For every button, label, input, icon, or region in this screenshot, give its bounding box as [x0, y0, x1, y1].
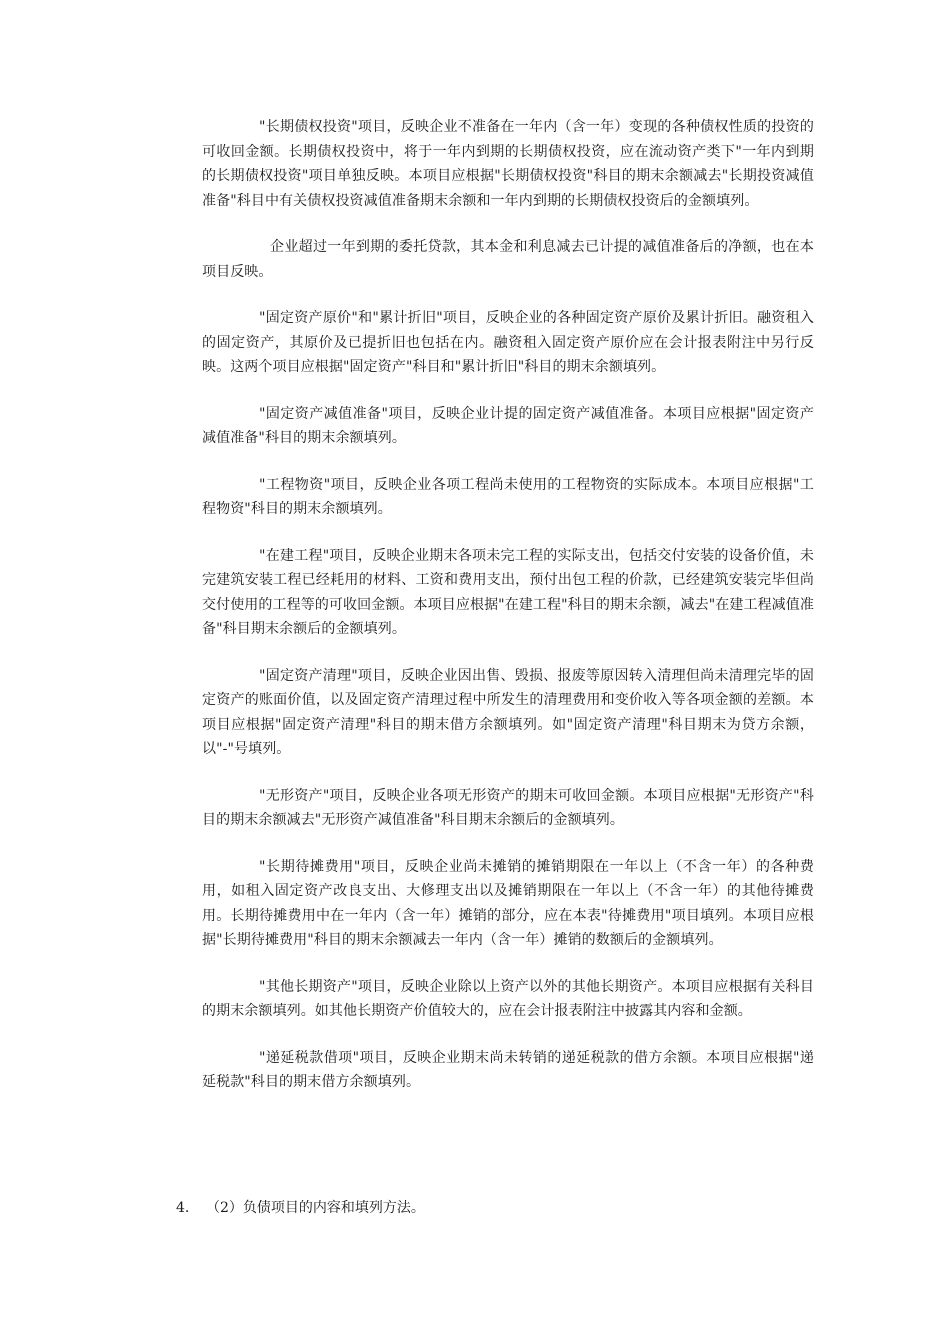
paragraph-deferred-tax-debit: "递延税款借项"项目，反映企业期末尚未转销的递延税款的借方余额。本项目应根据"递延税款"科目的期末借方余额填列。	[202, 1049, 814, 1090]
paragraph-long-term-bond-investment: "长期债权投资"项目，反映企业不准备在一年内（含一年）变现的各种债权性质的投资的可收回金额。长期债权投资中，将于一年内到期的长期债权投资，应在流动资产类下"一年内到期的长期债权投资"项目单独反映。本项目应根据"长期债权投资"科目的期末余额减去"长期投资减值准备"科目中有关债权投资减值准备期末余额和一年内到期的长期债权投资后的金额填列。	[202, 119, 814, 209]
list-item-text: （2）负债项目的内容和填列方法。	[206, 1200, 425, 1216]
paragraph-entrusted-loans: 企业超过一年到期的委托贷款，其本金和利息减去已计提的减值准备后的净额，也在本项目反映。	[202, 239, 814, 280]
list-item-liabilities	[176, 1196, 425, 1220]
paragraph-long-term-deferred-expenses: "长期待摊费用"项目，反映企业尚未摊销的摊销期限在一年以上（不含一年）的各种费用，如租入固定资产改良支出、大修理支出以及摊销期限在一年以上（不含一年）的其他待摊费用。长期待摊费用中在一年内（含一年）摊销的部分，应在本表"待摊费用"项目填列。本项目应根据"长期待摊费用"科目的期末余额减去一年内（含一年）摊销的数额后的金额填列。	[202, 858, 814, 948]
paragraph-engineering-materials: "工程物资"项目，反映企业各项工程尚未使用的工程物资的实际成本。本项目应根据"工程物资"科目的期末余额填列。	[202, 476, 814, 517]
paragraph-fixed-asset-cost: "固定资产原价"和"累计折旧"项目，反映企业的各种固定资产原价及累计折旧。融资租入的固定资产，其原价及已提折旧也包括在内。融资租入固定资产原价应在会计报表附注中另行反映。这两个项目应根据"固定资产"科目和"累计折旧"科目的期末余额填列。	[202, 310, 814, 375]
document-body	[202, 115, 814, 1117]
paragraph-fixed-asset-impairment: "固定资产减值准备"项目，反映企业计提的固定资产减值准备。本项目应根据"固定资产减值准备"科目的期末余额填列。	[202, 405, 814, 446]
paragraph-construction-in-progress: "在建工程"项目，反映企业期末各项未完工程的实际支出，包括交付安装的设备价值，未完建筑安装工程已经耗用的材料、工资和费用支出，预付出包工程的价款，已经建筑安装完毕但尚交付使用的工程等的可收回金额。本项目应根据"在建工程"科目的期末余额，减去"在建工程减值准备"科目期末余额后的金额填列。	[202, 547, 814, 637]
paragraph-intangible-assets: "无形资产"项目，反映企业各项无形资产的期末可收回金额。本项目应根据"无形资产"科目的期末余额减去"无形资产减值准备"科目期末余额后的金额填列。	[202, 787, 814, 828]
paragraph-fixed-asset-disposal: "固定资产清理"项目，反映企业因出售、毁损、报废等原因转入清理但尚未清理完毕的固定资产的账面价值，以及固定资产清理过程中所发生的清理费用和变价收入等各项金额的差额。本项目应根据"固定资产清理"科目的期末借方余额填列。如"固定资产清理"科目期末为贷方余额，以"-"号填列。	[202, 667, 814, 757]
list-item-number: 4.	[176, 1200, 190, 1216]
paragraph-other-long-term-assets: "其他长期资产"项目，反映企业除以上资产以外的其他长期资产。本项目应根据有关科目的期末余额填列。如其他长期资产价值较大的，应在会计报表附注中披露其内容和金额。	[202, 978, 814, 1019]
